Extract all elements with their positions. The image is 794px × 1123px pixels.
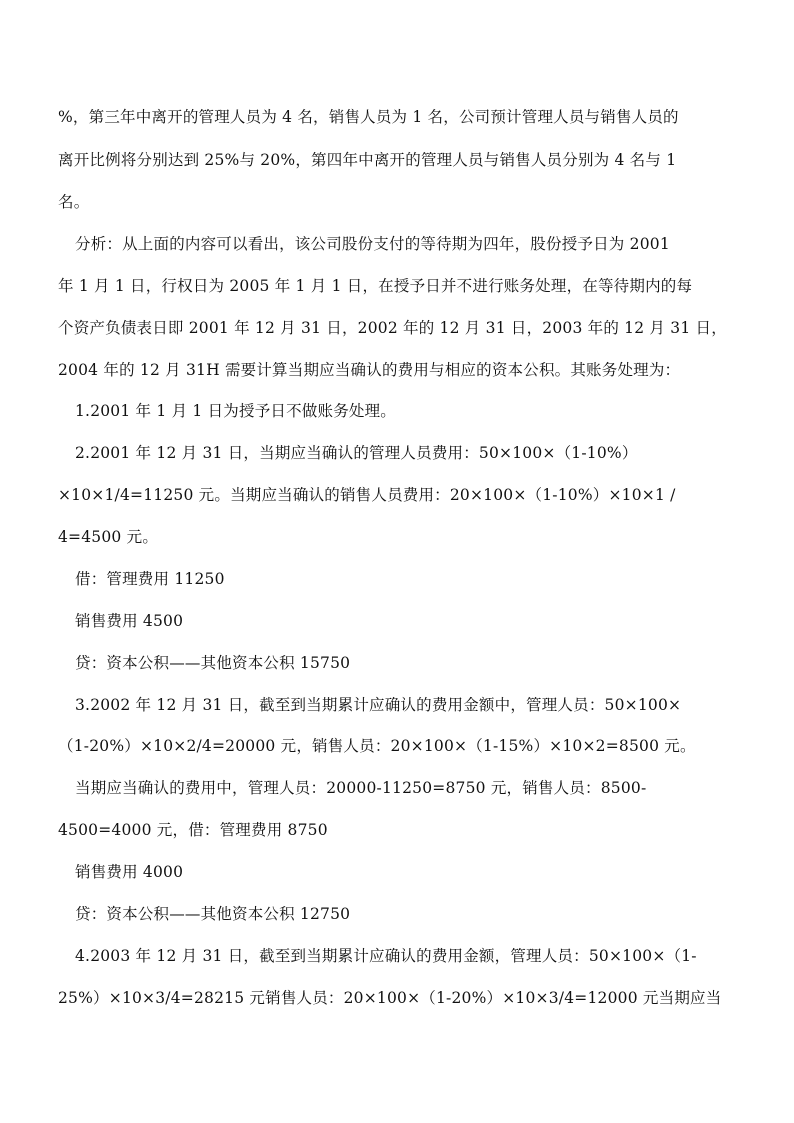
journal-debit-line-1: 借：管理费用 11250	[75, 570, 225, 588]
step-4-line-1: 4.2003 年 12 月 31 日，截至到当期累计应确认的费用金额，管理人员：50×100×（1-	[75, 947, 697, 965]
step-2-line-3: 4=4500 元。	[58, 528, 159, 546]
paragraph-line-3: 名。	[58, 193, 90, 211]
journal-credit-line-2: 贷：资本公积——其他资本公积 12750	[75, 905, 351, 923]
journal-debit-line-2: 销售费用 4500	[75, 612, 184, 630]
step-3-line-2: （1-20%）×10×2/4=20000 元，销售人员：20×100×（1-15%）×10×2=8500 元。	[58, 737, 696, 755]
step-2-line-2: ×10×1/4=11250 元。当期应当确认的销售人员费用：20×100×（1-10%）×10×1 /	[58, 486, 676, 504]
step-3-line-4: 4500=4000 元，借：管理费用 8750	[58, 821, 328, 839]
analysis-line-2: 年 1 月 1 日，行权日为 2005 年 1 月 1 日，在授予日并不进行账务处理，在等待期内的每	[58, 277, 693, 295]
step-1-line: 1.2001 年 1 月 1 日为授予日不做账务处理。	[75, 402, 396, 420]
step-4-line-2: 25%）×10×3/4=28215 元销售人员：20×100×（1-20%）×10×3/4=12000 元当期应当	[58, 989, 722, 1007]
analysis-line-1: 分析：从上面的内容可以看出，该公司股份支付的等待期为四年，股份授予日为 2001	[75, 235, 670, 253]
journal-credit-line-1: 贷：资本公积——其他资本公积 15750	[75, 654, 351, 672]
step-3-line-3: 当期应当确认的费用中，管理人员：20000-11250=8750 元，销售人员：8500-	[75, 779, 647, 797]
analysis-line-3: 个资产负债表日即 2001 年 12 月 31 日，2002 年的 12 月 31 日，2003 年的 12 月 31 日，	[58, 319, 727, 337]
step-2-line-1: 2.2001 年 12 月 31 日，当期应当确认的管理人员费用：50×100×（1-10%）	[75, 444, 638, 462]
analysis-line-4: 2004 年的 12 月 31H 需要计算当期应当确认的费用与相应的资本公积。其账务处理为：	[58, 361, 681, 379]
paragraph-line-2: 离开比例将分别达到 25%与 20%，第四年中离开的管理人员与销售人员分别为 4 名与 1	[58, 151, 677, 169]
journal-debit-line-3: 销售费用 4000	[75, 863, 184, 881]
paragraph-line-1: %，第三年中离开的管理人员为 4 名，销售人员为 1 名，公司预计管理人员与销售人员的	[58, 108, 679, 126]
step-3-line-1: 3.2002 年 12 月 31 日，截至到当期累计应确认的费用金额中，管理人员：50×100×	[75, 696, 682, 714]
